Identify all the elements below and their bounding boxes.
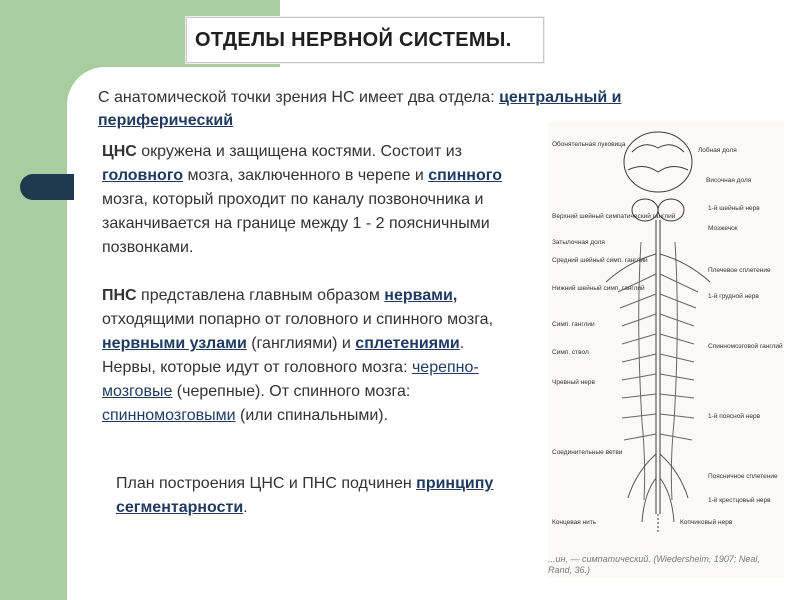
pns-text-4: .: [459, 335, 465, 352]
label-frontal-lobe: Лобная доля: [698, 147, 737, 154]
label-sympathetic-trunk: Симп. ствол: [552, 349, 589, 356]
intro-text: С анатомической точки зрения НС имеет два отдела:: [98, 89, 500, 106]
ganglia-link[interactable]: нервными узлами: [102, 335, 247, 352]
body-text: [74, 140, 544, 520]
nerve-6: [622, 374, 694, 380]
pns-paragraph: [74, 284, 544, 356]
page-title: ОТДЕЛЫ НЕРВНОЙ СИСТЕМЫ.: [195, 29, 512, 51]
cns-paragraph: [74, 140, 544, 260]
lumbar-plexus: [628, 454, 688, 498]
spinal-cord-link[interactable]: спинного: [428, 167, 502, 184]
label-inferior-cervical-ganglion: Нижний шейный симп. ганглий: [552, 285, 645, 292]
cns-text-3: мозга, который проходит по каналу позвоночника и заканчивается на границе между 1 - 2 поясничными позвонками.: [102, 191, 490, 256]
segmentation-link[interactable]: принципу сегментарности: [116, 475, 494, 516]
nerve-7: [622, 394, 694, 398]
label-temporal-lobe: Височная доля: [706, 177, 752, 184]
nerves-link[interactable]: нервами,: [384, 287, 458, 304]
label-sympathetic-ganglia: Симп. ганглии: [552, 321, 595, 328]
nervous-system-diagram: [548, 122, 784, 578]
label-olfactory-bulb: Обонятельная луковица: [552, 141, 626, 148]
nerve-3: [622, 314, 694, 326]
head-brain-link[interactable]: головного: [102, 167, 184, 184]
title-box: [186, 17, 544, 63]
nerve-2: [620, 294, 696, 308]
label-spinal-ganglion: Спинномозговой ганглий: [708, 343, 783, 350]
diagram-caption: ...ин, — симпатический. (Wiedersheim, 1907; Neal, Rand, 36.): [548, 554, 760, 575]
cns-abbr: ЦНС: [102, 143, 137, 160]
label-first-thoracic-nerve: 1-й грудной нерв: [708, 293, 759, 300]
accent-tab: [20, 174, 74, 200]
nerve-4: [622, 334, 694, 344]
label-filum-terminale: Концевая нить: [552, 519, 597, 526]
nerves-text-1: Нервы, которые идут от головного мозга:: [102, 359, 412, 376]
cranial-nerves-link[interactable]: черепно-мозговые: [102, 359, 479, 400]
pns-text-1: представлена главным образом: [136, 287, 385, 304]
label-first-cervical-nerve: 1-й шейный нерв: [708, 205, 760, 212]
label-brachial-plexus: Плечевое сплетение: [708, 267, 771, 274]
label-splanchnic-nerve: Чревный нерв: [552, 379, 595, 386]
nerves-paragraph: [74, 356, 544, 428]
cns-text-1: окружена и защищена костями. Состоит из: [136, 143, 462, 160]
brain-shape: [624, 132, 692, 192]
label-communicating-branches: Соединительные ветви: [552, 449, 623, 456]
plan-paragraph: [74, 472, 544, 520]
nervous-system-illustration: [548, 122, 784, 554]
spinal-cord: [656, 220, 660, 514]
label-first-lumbar-nerve: 1-й поясной нерв: [708, 413, 761, 420]
label-coccygeal-nerve: Копчиковый нерв: [680, 519, 733, 526]
label-cerebellum: Мозжечок: [708, 225, 738, 232]
label-occipital-lobe: Затылочная доля: [552, 239, 605, 246]
brain-fold-2: [628, 166, 688, 172]
label-lumbar-plexus: Поясничное сплетение: [708, 473, 778, 480]
nerve-5: [622, 354, 694, 362]
plan-text-2: .: [243, 499, 248, 516]
pns-text-2: отходящими попарно от головного и спинного мозга,: [102, 311, 494, 328]
label-superior-cervical-ganglion: Верхний шейный симпатический ганглий: [552, 213, 676, 220]
label-first-sacral-nerve: 1-й крестцовый нерв: [708, 497, 771, 504]
plexus-link[interactable]: сплетениями: [355, 335, 460, 352]
spinal-nerves-link[interactable]: спинномозговыми: [102, 407, 236, 424]
nerves-text-2: (черепные). От спинного мозга:: [172, 383, 411, 400]
plan-text-1: План построения ЦНС и ПНС подчинен: [116, 475, 417, 492]
cns-text-2: мозга, заключенного в черепе и: [183, 167, 429, 184]
intro-link[interactable]: центральный и периферический: [98, 89, 622, 129]
nerves-text-3: (или спинальными).: [235, 407, 389, 424]
nerve-8: [622, 414, 694, 418]
brain-fold-1: [632, 145, 684, 152]
pns-abbr: ПНС: [102, 287, 137, 304]
pns-text-3: (ганглиями) и: [246, 335, 356, 352]
label-middle-cervical-ganglion: Средний шейный симп. ганглий: [552, 257, 648, 264]
nerve-9: [624, 434, 692, 440]
